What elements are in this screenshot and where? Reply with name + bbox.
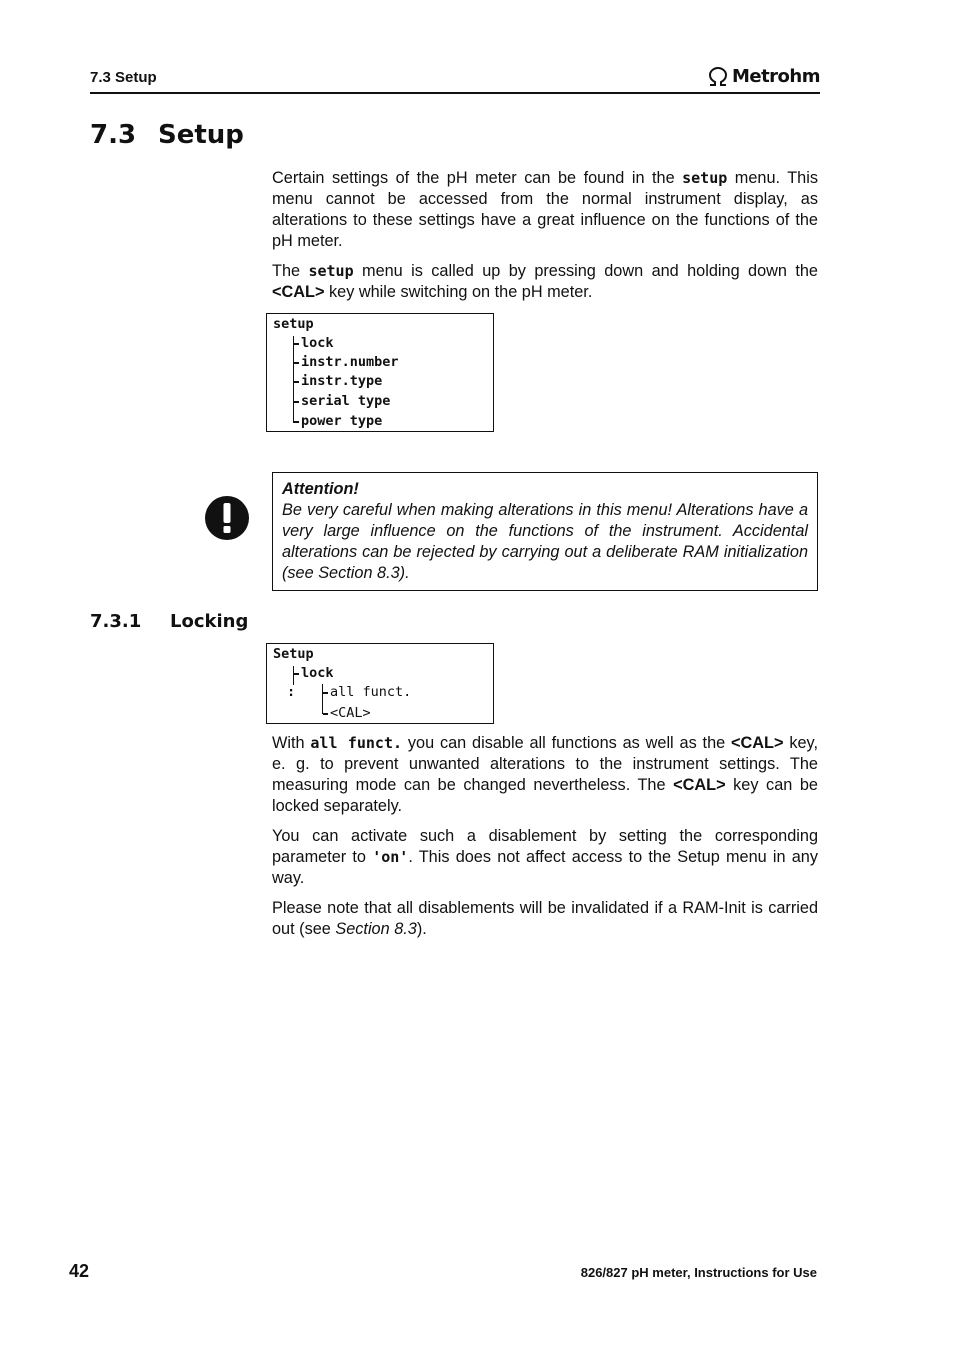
running-header [90, 66, 820, 94]
text-run: key can be locked separately. [272, 776, 818, 815]
tree-branch [294, 343, 299, 345]
text-run: key while switching on the pH meter. [324, 283, 593, 301]
activation-paragraph [272, 826, 818, 889]
logo-text: Metrohm [731, 66, 820, 87]
subsection-number: 7.3.1 [90, 611, 142, 632]
text-run: Please note that all disablements will be invalidated if a RAM-Init is carried out (see [272, 899, 818, 938]
cal-key-label: <CAL> [731, 734, 784, 752]
menu-root: Setup [273, 646, 314, 662]
setup-keyword: setup [308, 262, 354, 280]
intro-paragraph [272, 168, 818, 252]
metrohm-omega-icon [707, 67, 729, 87]
text-run: . This does not affect access to the Setup menu in any way. [272, 848, 818, 887]
menu-item: instr.type [301, 373, 383, 389]
setup-menu-display [266, 313, 494, 432]
menu-item: power type [301, 413, 383, 429]
cal-key-label: <CAL> [272, 283, 325, 301]
tree-branch [294, 673, 299, 675]
tree-line [293, 666, 294, 685]
all-funct-keyword: all funct. [310, 734, 403, 752]
menu-item: lock [301, 665, 334, 681]
section-number: 7.3 [90, 120, 137, 150]
setup-keyword: setup [682, 169, 728, 187]
menu-item: serial type [301, 393, 391, 409]
subsection-title: Locking [170, 611, 249, 632]
tree-branch [323, 692, 328, 694]
tree-branch [323, 713, 328, 715]
locking-menu-display [266, 643, 494, 724]
footer-doc-title: 826/827 pH meter, Instructions for Use [580, 1265, 817, 1280]
text-run: ). [416, 920, 427, 938]
menu-item: lock [301, 335, 334, 351]
tree-branch [294, 421, 299, 423]
ram-init-paragraph [272, 898, 818, 940]
section-heading [90, 120, 244, 150]
attention-title: Attention! [282, 480, 359, 498]
tree-branch [294, 401, 299, 403]
running-title: 7.3 Setup [90, 69, 157, 86]
on-value: 'on' [372, 848, 409, 866]
text-run: You can activate such a disablement by setting the corresponding parameter to [272, 827, 818, 866]
exclamation-warning-icon [204, 495, 250, 541]
section-title: Setup [158, 120, 244, 150]
section-reference: Section 8.3 [335, 920, 417, 938]
metrohm-logo [707, 66, 820, 87]
menu-subitem: <CAL> [330, 705, 371, 721]
tree-branch [294, 362, 299, 364]
cal-key-label: <CAL> [673, 776, 726, 794]
tree-line [322, 684, 323, 714]
tree-branch [294, 381, 299, 383]
menu-item: instr.number [301, 354, 399, 370]
menu-subitem: all funct. [330, 684, 412, 700]
attention-text: Be very careful when making alterations in this menu! Alterations have a very large influence on the functions of the instrument. Accidental alterations can be rejected by carrying out a deliberate RAM initialization (see Section 8.3). [282, 501, 808, 582]
attention-box [272, 472, 818, 591]
text-run: Certain settings of the pH meter can be found in the [272, 169, 683, 187]
text-run: menu. This menu cannot be accessed from the normal instrument display, as alterations to these settings have a great influence on the functions of the pH meter. [272, 169, 818, 250]
all-funct-paragraph [272, 733, 818, 817]
tree-line [293, 336, 294, 423]
text-run: you can disable all functions as well as the [402, 734, 732, 752]
page-number: 42 [69, 1261, 90, 1281]
menu-root: setup [273, 316, 314, 332]
text-run: key, e. g. to prevent unwanted alterations to the instrument settings. The measuring mode can be changed nevertheless. The [272, 734, 818, 794]
setup-call-paragraph [272, 261, 818, 303]
subsection-heading [90, 611, 248, 632]
text-run: The [272, 262, 309, 280]
text-run: With [272, 734, 311, 752]
text-run: menu is called up by pressing down and holding down the [353, 262, 818, 280]
menu-continuation: : [287, 684, 296, 700]
